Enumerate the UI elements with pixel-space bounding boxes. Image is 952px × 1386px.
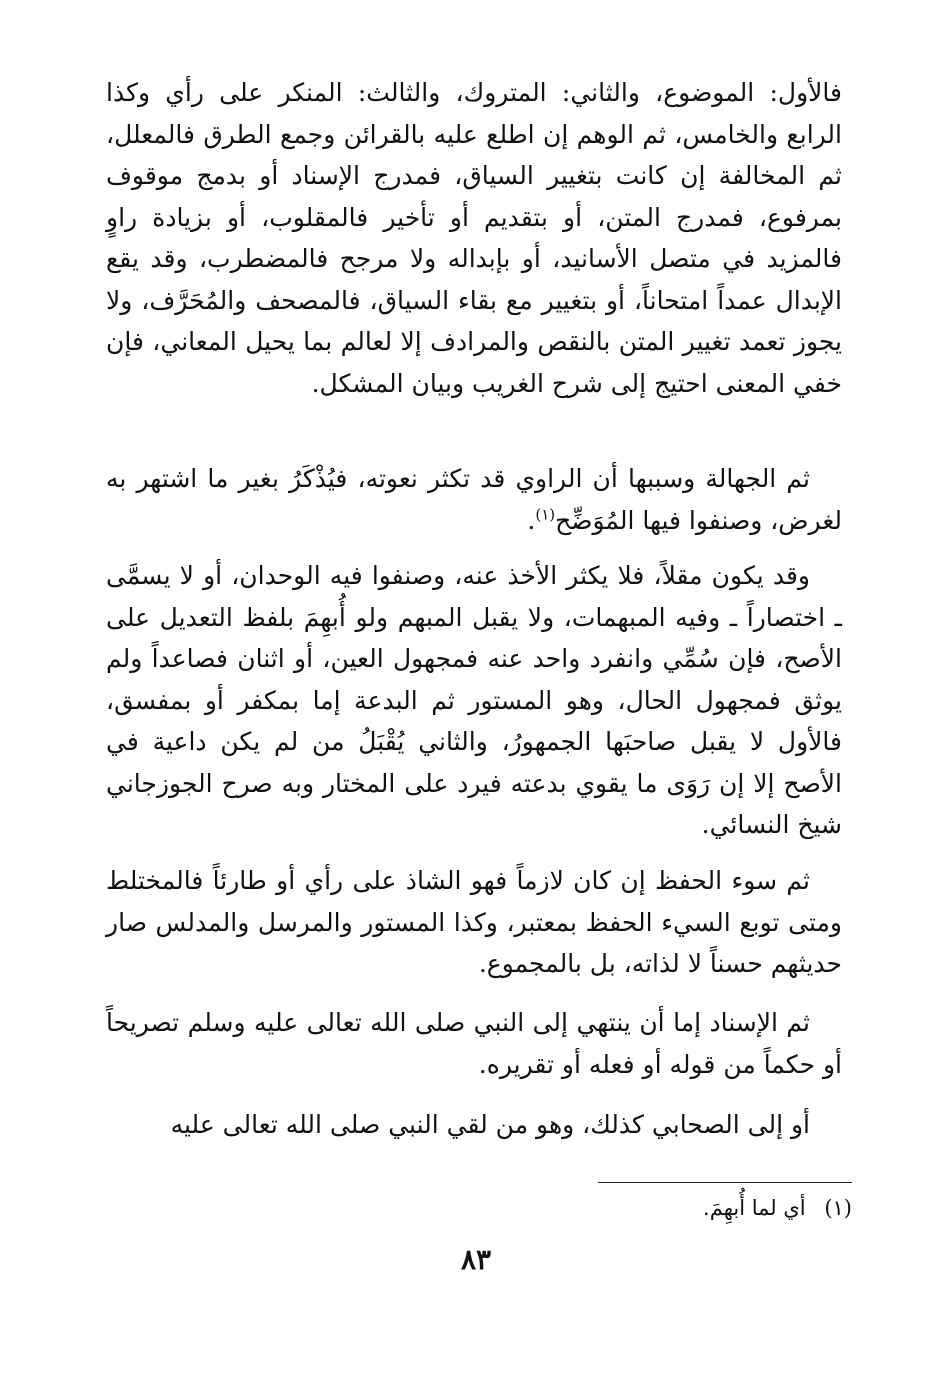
footnote-reference: (١) [535, 505, 556, 524]
paragraph-su-al-hifz [106, 860, 842, 985]
paragraph-sahabi [106, 1104, 842, 1146]
paragraph-2-end: . [527, 505, 536, 535]
paragraph-6-text: أو إلى الصحابي كذلك، وهو من لقي النبي صلى الله تعالى عليه [170, 1110, 810, 1139]
paragraph-5-text: ثم الإسناد إما أن ينتهي إلى النبي صلى الله تعالى عليه وسلم تصريحاً أو حكماً من قوله أو فعله أو تقريره. [106, 1008, 842, 1079]
paragraph-1-text: فالأول: الموضوع، والثاني: المتروك، والثالث: المنكر على رأي وكذا الرابع والخامس، ثم الوهم إن اطلع عليه بالقرائن وجمع الطرق فالمعلل، ثم المخالفة إن كانت بتغيير السياق، فمدرج الإسناد أو بدمج موقوف بمرفوع، فمدرج المتن، أو بتقديم أو تأخير فالمقلوب، أو بزيادة راوٍ فالمزيد في متصل الأسانيد، أو بإبداله ولا مرجح فالمضطرب، وقد يقع الإبدال عمداً امتحاناً، أو بتغيير مع بقاء السياق، فالمصحف والمُحَرَّف، ولا يجوز تعمد تغيير المتن بالنقص والمرادف إلا لعالم بما يحيل المعاني، فإن خفي المعنى احتيج إلى شرح الغريب وبيان المشكل. [106, 78, 842, 398]
page-number: ٨٣ [460, 1243, 492, 1276]
footnote [352, 1190, 852, 1226]
footnote-divider [598, 1182, 852, 1183]
paragraph-3-text: وقد يكون مقلاً، فلا يكثر الأخذ عنه، وصنفوا فيه الوحدان، أو لا يسمَّى ـ اختصاراً ـ وفيه المبهمات، ولا يقبل المبهم ولو أُبهِمَ بلفظ التعديل على الأصح، فإن سُمِّي وانفرد واحد عنه فمجهول العين، أو اثنان فصاعداً ولم يوثق فمجهول الحال، وهو المستور ثم البدعة إما بمكفر أو بمفسق، فالأول لا يقبل صاحبَها الجمهورُ، والثاني يُقْبَلُ من لم يكن داعية في الأصح إلا إن رَوَى ما يقوي بدعته فيرد على المختار وبه صرح الجوزجاني شيخ النسائي. [106, 561, 842, 839]
paragraph-jahala [106, 458, 842, 541]
footnote-number: (١) [824, 1196, 852, 1220]
paragraph-isnad [106, 1002, 842, 1085]
paragraph-muqill [106, 555, 842, 846]
paragraph-2-text [106, 458, 842, 541]
paragraph-4-text: ثم سوء الحفظ إن كان لازماً فهو الشاذ على رأي أو طارئاً فالمختلط ومتى توبع السيء الحفظ بمعتبر، وكذا المستور والمرسل والمدلس صار حديثهم حسناً لا لذاته، بل بالمجموع. [106, 866, 842, 978]
paragraph-2-body: ثم الجهالة وسببها أن الراوي قد تكثر نعوته، فيُذْكَرُ بغير ما اشتهر به لغرض، وصنفوا فيها المُوَضِّح [106, 464, 842, 535]
footnote-text: أي لما أُبهِمَ. [703, 1196, 806, 1220]
paragraph-hadith-types [106, 72, 842, 404]
